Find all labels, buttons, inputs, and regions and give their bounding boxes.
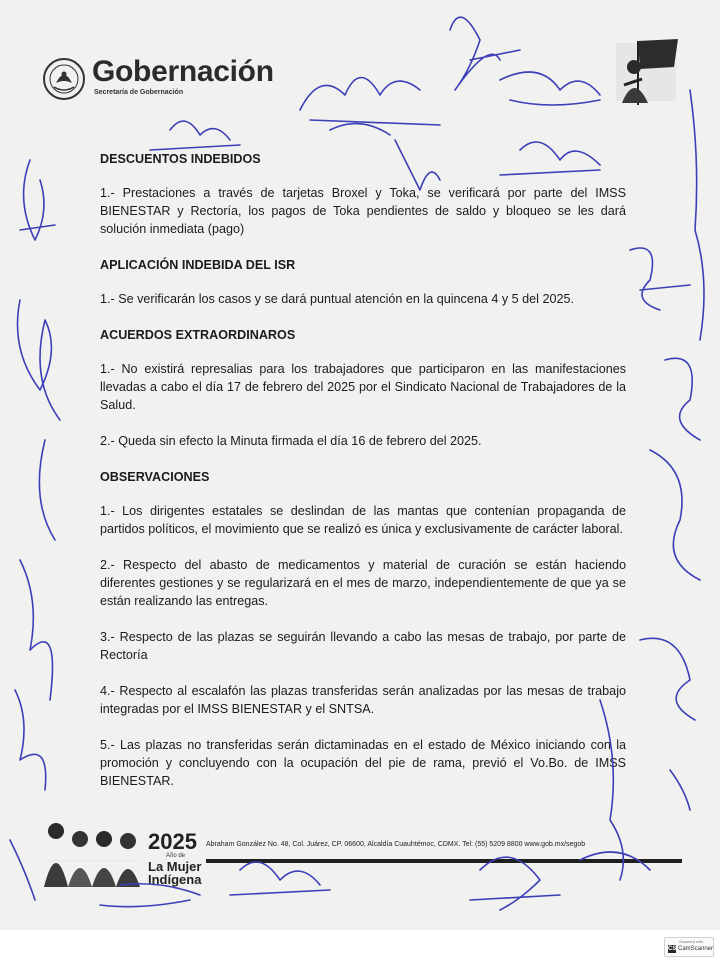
paragraph: 3.- Respecto de las plazas se seguirán llevando a cabo las mesas de trabajo, por parte de Rectoría (100, 630, 626, 662)
signature (650, 450, 700, 580)
signature (150, 121, 240, 150)
footer-rule (206, 859, 682, 863)
document-body (100, 150, 626, 790)
paragraph: 2.- Respecto del abasto de medicamentos y material de curación se están haciendo diferentes gestiones y se regularizará en el mes de marzo, independientemente de que ya se están realizando las entregas. (100, 558, 626, 608)
signature (20, 440, 55, 700)
coat-of-arms-seal-icon (42, 57, 86, 101)
indigenous-women-illustration-icon (40, 817, 142, 887)
brand-name: Gobernación (92, 55, 274, 88)
paragraph: 1.- Prestaciones a través de tarjetas Broxel y Toka, se verificará por parte del IMSS BIENESTAR y Rectoría, los pagos de Toka pendientes de saldo y bloqueo se les dará solución inmediata (pago) (100, 186, 626, 236)
paragraph: 1.- Se verificarán los casos y se dará puntual atención en la quincena 4 y 5 del 2025. (100, 292, 574, 306)
section-title-acuerdos: ACUERDOS EXTRAORDINAROS (100, 328, 296, 342)
camscanner-icon: CS (668, 946, 677, 952)
letterhead-footer (40, 815, 680, 890)
signature (18, 300, 61, 420)
flag-woman-illustration-icon (608, 33, 682, 107)
signature (640, 638, 695, 810)
signature (665, 358, 700, 440)
year-subtitle: Año de (166, 853, 186, 859)
section-title-descuentos: DESCUENTOS INDEBIDOS (100, 152, 261, 166)
signature (690, 90, 704, 340)
scanner-name: CamScanner (678, 946, 714, 952)
scanner-label: Scanned with (679, 939, 704, 944)
paragraph: 5.- Las plazas no transferidas serán dictaminadas en el estado de México iniciando con la promoción y concluyendo con la ocupación del pie de rama, previó el Vo.Bo. de IMSS BIENESTAR. (100, 738, 626, 788)
letterhead (42, 55, 682, 105)
section-title-isr: APLICACIÓN INDEBIDA DEL ISR (100, 258, 296, 272)
section-title-observaciones: OBSERVACIONES (100, 470, 210, 484)
paragraph: 1.- Los dirigentes estatales se deslindan de las mantas que contenían propaganda de partidos políticos, el movimiento que se realizó es única y exclusivamente de carácter laboral. (100, 504, 626, 536)
camscanner-badge (664, 937, 714, 957)
brand-subtitle: Secretaría de Gobernación (94, 89, 184, 96)
paragraph: 2.- Queda sin efecto la Minuta firmada el día 16 de febrero del 2025. (100, 434, 482, 448)
signature (20, 160, 55, 240)
footer-address: Abraham González No. 48, Col. Juárez, CP. 06600, Alcaldía Cuauhtémoc, CDMX. Tel: (55) 5209 8800 www.gob.mx/segob (206, 841, 586, 848)
year: 2025 (148, 829, 197, 854)
paragraph: 1.- No existirá represalias para los trabajadores que participaron en las manifestaciones llevadas a cabo el día 17 de febrero del 2025 por el Sindicato Nacional de Trabajadores de la Salud. (100, 362, 626, 412)
year-line-1: La Mujer (148, 859, 202, 874)
paragraph: 4.- Respecto al escalafón las plazas transferidas serán analizadas por las mesas de trabajo integradas por el IMSS BIENESTAR y el SNTSA. (100, 684, 626, 716)
year-line-2: Indígena (148, 872, 202, 887)
signature (630, 248, 690, 310)
